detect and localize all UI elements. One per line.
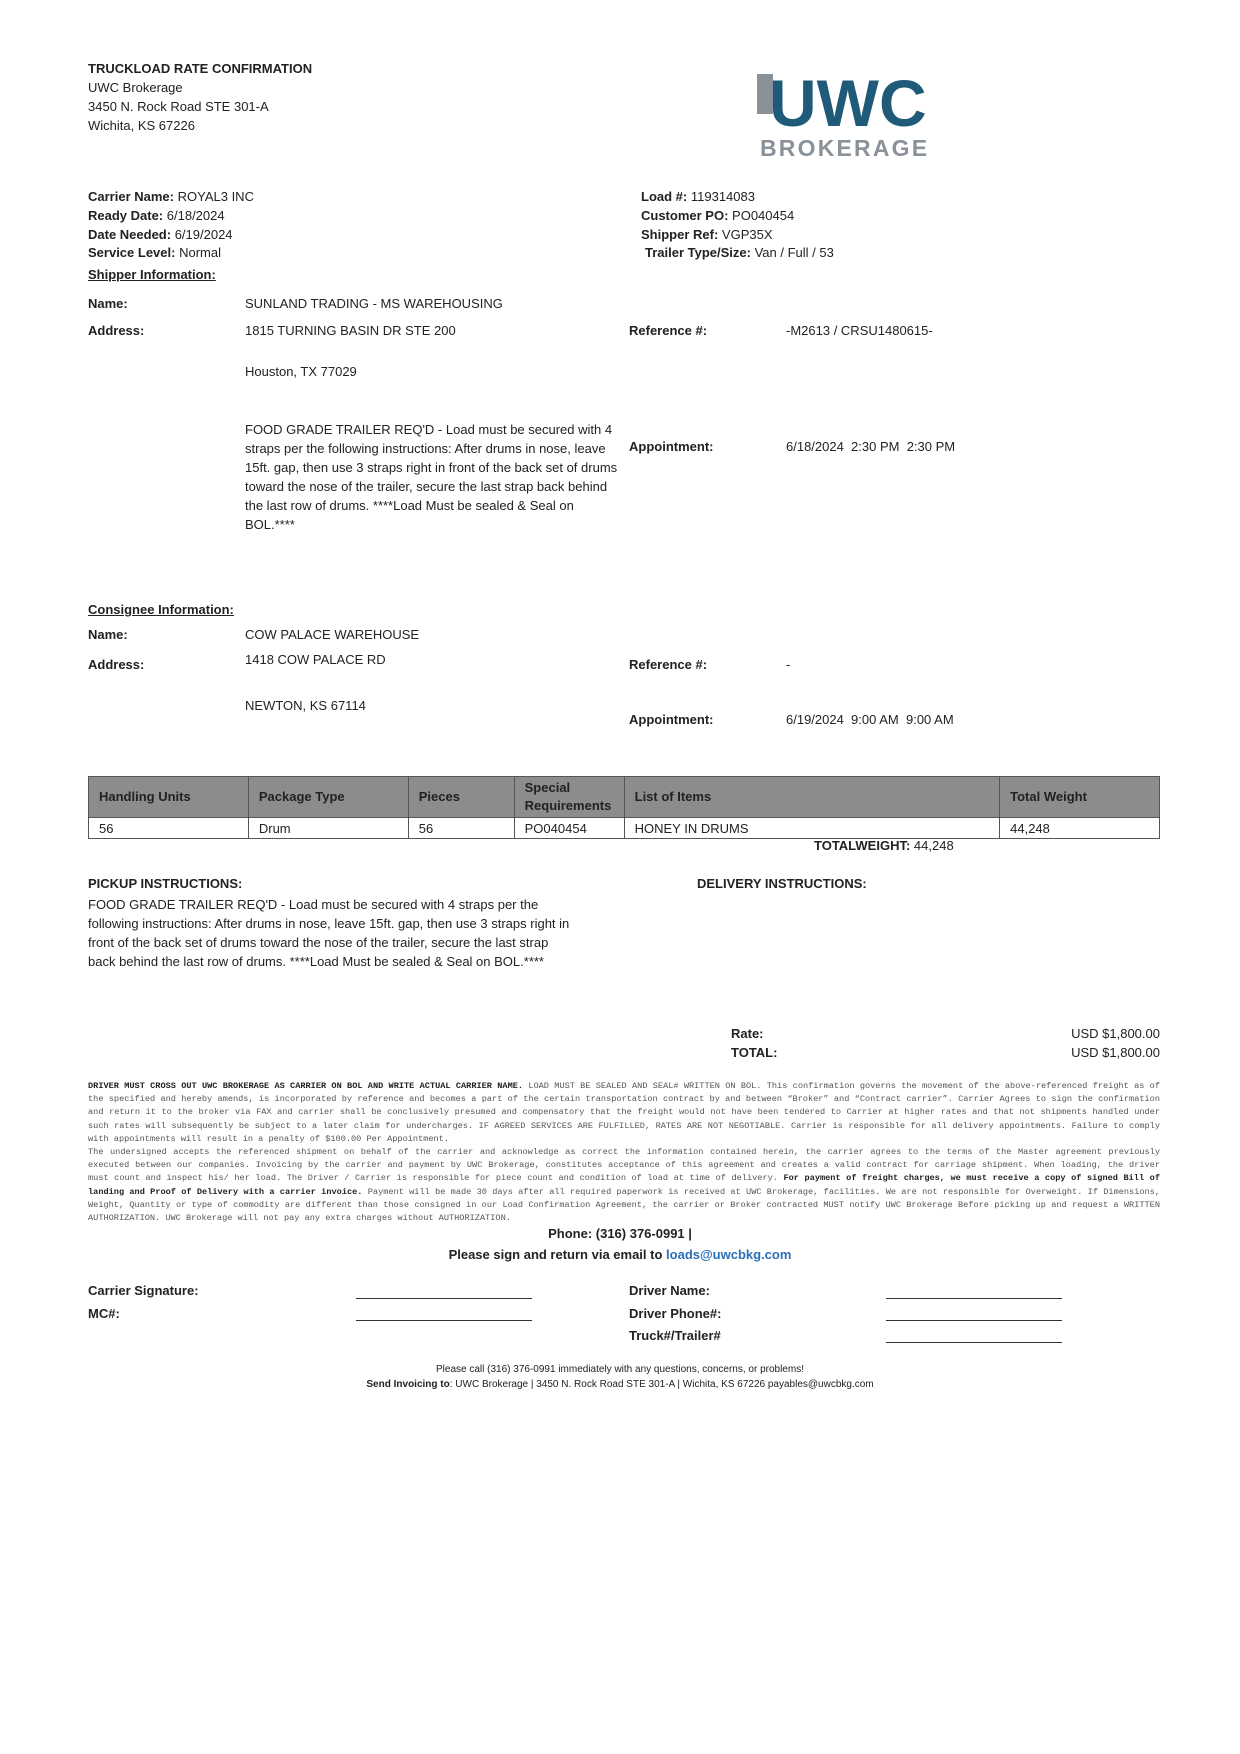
consignee-section-title: Consignee Information: <box>88 602 234 617</box>
total-value: USD $1,800.00 <box>1071 1045 1160 1060</box>
pieces-cell: 56 <box>408 818 514 839</box>
mc-line[interactable] <box>356 1320 532 1321</box>
shipper-ref-row <box>641 227 773 242</box>
terms-bold-2: For payment of freight charges, we must receive a copy of signed Bill of landing and Proof of Delivery with a carrier invoice. <box>88 1173 1160 1197</box>
uwc-logo-graphic <box>755 70 945 160</box>
terms-paragraph-1 <box>88 1080 1160 1146</box>
consignee-appointment: 6/19/2024 9:00 AM 9:00 AM <box>786 712 954 727</box>
shipper-reference-label: Reference #: <box>629 323 708 338</box>
doc-title: TRUCKLOAD RATE CONFIRMATION <box>88 61 313 76</box>
carrier-signature-line[interactable] <box>356 1298 532 1299</box>
table-header: Special Requirements <box>514 777 624 818</box>
consignee-appointment-label: Appointment: <box>629 712 714 727</box>
shipper-ref-value: VGP35X <box>721 227 773 242</box>
service-level-label: Service Level: <box>88 245 176 260</box>
company-address-2: Wichita, KS 67226 <box>88 118 195 133</box>
carrier-name-value: ROYAL3 INC <box>177 189 254 204</box>
driver-name-label: Driver Name: <box>629 1283 710 1298</box>
special-requirements-cell: PO040454 <box>514 818 624 839</box>
shipper-reference: -M2613 / CRSU1480615- <box>786 323 933 338</box>
consignee-name: COW PALACE WAREHOUSE <box>245 627 420 642</box>
date-needed-value: 6/19/2024 <box>174 227 233 242</box>
handling-units-cell: 56 <box>89 818 249 839</box>
footer-invoicing-text: : UWC Brokerage | 3450 N. Rock Road STE 301-A | Wichita, KS 67226 payables@uwcbkg.com <box>449 1379 874 1390</box>
pickup-instructions-title: PICKUP INSTRUCTIONS: <box>88 876 243 891</box>
table-header: List of Items <box>624 777 1000 818</box>
consignee-reference-label: Reference #: <box>629 657 708 672</box>
terms-text <box>88 1080 1160 1225</box>
carrier-name-label: Carrier Name: <box>88 189 174 204</box>
table-header: Package Type <box>248 777 408 818</box>
shipper-notes <box>245 420 625 534</box>
rate-label: Rate: <box>731 1026 764 1041</box>
terms-text-3: Payment will be made 30 days after all required paperwork is received at UWC Brokerage, facilities. We are not responsible for Overweight. If Dimensions, Weight, Quantity or type of commodity are different than those consigned in our Load Confirmation Agreement, the carrier or Broker contracted MUST notify UWC Brokerage Before picking up and request a WRITTEN AUTHORIZATION. UWC Brokerage will not pay any extra charges without AUTHORIZATION. <box>88 1186 1160 1224</box>
items-table <box>88 776 1160 839</box>
total-weight-label: TOTALWEIGHT: <box>814 838 911 853</box>
email-link[interactable]: loads@uwcbkg.com <box>666 1247 792 1262</box>
carrier-signature-label: Carrier Signature: <box>88 1283 199 1298</box>
shipper-note-line: BOL.**** <box>245 517 295 532</box>
rate-value: USD $1,800.00 <box>1071 1026 1160 1041</box>
trailer-value: Van / Full / 53 <box>754 245 834 260</box>
table-header: Total Weight <box>1000 777 1160 818</box>
trailer-row <box>645 245 834 260</box>
pickup-instructions <box>88 895 588 971</box>
shipper-note-line: the last row of drums. ****Load Must be sealed & Seal on <box>245 498 574 513</box>
customer-po-row <box>641 208 794 223</box>
service-level-row <box>88 245 221 260</box>
table-header: Pieces <box>408 777 514 818</box>
sign-return-line <box>0 1247 1240 1262</box>
shipper-note-line: 15ft. gap, then use 3 straps right in front of the back set of drums <box>245 460 618 475</box>
ready-date-row <box>88 208 225 223</box>
terms-text-2: The undersigned accepts the referenced shipment on behalf of the carrier and acknowledge as correct the information contained herein, the carrier agrees to the terms of the Master agreement previously executed between our companies. Invoicing by the carrier and payment by UWC Brokerage, constitutes acceptance of this agreement and creates a valid contract for carriage shipment. When loading, the driver must count and inspect his/ her load. The Driver / Carrier is responsible for piece count and condition of load at time of delivery. <box>88 1147 1160 1184</box>
terms-bold-1: DRIVER MUST CROSS OUT UWC BROKERAGE AS CARRIER ON BOL AND WRITE ACTUAL CARRIER NAME. <box>88 1081 524 1091</box>
table-header: Handling Units <box>89 777 249 818</box>
load-number-label: Load #: <box>641 189 688 204</box>
footer-call-line: Please call (316) 376-0991 immediately with any questions, concerns, or problems! <box>436 1364 804 1375</box>
shipper-note-line: FOOD GRADE TRAILER REQ'D - Load must be secured with 4 <box>245 422 613 437</box>
pickup-line: front of the back set of drums toward the nose of the trailer, secure the last strap <box>88 935 549 950</box>
terms-text-1: LOAD MUST BE SEALED AND SEAL# WRITTEN ON BOL. This confirmation governs the movement of the above-referenced freight as of the specified and hereby amends, is incorporated by reference and becomes a part of the certain transportation contract by and between “Broker” and “Contract carrier”. Carrier Agrees to sign the confirmation and return it to the broker via FAX and carrier shall be conclusively presumed and compensatory that the freight would not have been tendered to Carrier at higher rates and that not shipments handled under such rates will subsequently be subject to a later claim for undercharges. IF AGREED SERVICES ARE FULFILLED, RATES ARE NOT NEGOTIABLE. Carrier is responsible for all delivery appointments. Failure to comply with appointments will result in a penalty of $100.00 Per Appointment. <box>88 1081 1160 1144</box>
delivery-instructions-title: DELIVERY INSTRUCTIONS: <box>697 876 867 891</box>
pickup-line: back behind the last row of drums. ****Load Must be sealed & Seal on BOL.**** <box>88 954 544 969</box>
mc-label: MC#: <box>88 1306 120 1321</box>
company-name: UWC Brokerage <box>88 80 183 95</box>
total-weight-cell: 44,248 <box>1000 818 1160 839</box>
shipper-address-1: 1815 TURNING BASIN DR STE 200 <box>245 323 456 338</box>
date-needed-row <box>88 227 233 242</box>
total-weight-row <box>814 838 954 853</box>
trailer-label: Trailer Type/Size: <box>645 245 751 260</box>
footer-invoicing-label: Send Invoicing to <box>366 1379 450 1390</box>
pickup-line: FOOD GRADE TRAILER REQ'D - Load must be secured with 4 straps per the <box>88 897 539 912</box>
logo-main-text: UWC <box>769 70 927 140</box>
driver-phone-label: Driver Phone#: <box>629 1306 722 1321</box>
shipper-appointment: 6/18/2024 2:30 PM 2:30 PM <box>786 439 956 454</box>
driver-phone-line[interactable] <box>886 1320 1062 1321</box>
driver-name-line[interactable] <box>886 1298 1062 1299</box>
table-header-row <box>89 777 1160 818</box>
consignee-address-1: 1418 COW PALACE RD <box>245 652 386 667</box>
table-row <box>89 818 1160 839</box>
shipper-note-line: toward the nose of the trailer, secure the last strap back behind <box>245 479 608 494</box>
consignee-name-label: Name: <box>88 627 128 642</box>
footer-invoicing-line <box>0 1379 1240 1390</box>
shipper-address-2: Houston, TX 77029 <box>245 364 357 379</box>
consignee-address-label: Address: <box>88 657 145 672</box>
company-address-1: 3450 N. Rock Road STE 301-A <box>88 99 269 114</box>
ready-date-label: Ready Date: <box>88 208 164 223</box>
date-needed-label: Date Needed: <box>88 227 172 242</box>
shipper-name: SUNLAND TRADING - MS WAREHOUSING <box>245 296 503 311</box>
shipper-section-title: Shipper Information: <box>88 267 216 282</box>
list-of-items-cell: HONEY IN DRUMS <box>624 818 1000 839</box>
contact-phone: Phone: (316) 376-0991 | <box>548 1226 692 1241</box>
shipper-address-label: Address: <box>88 323 145 338</box>
consignee-reference: - <box>786 657 791 672</box>
shipper-note-line: straps per the following instructions: After drums in nose, leave <box>245 441 606 456</box>
load-number-value: 119314083 <box>690 189 755 204</box>
truck-trailer-label: Truck#/Trailer# <box>629 1328 721 1343</box>
customer-po-value: PO040454 <box>732 208 795 223</box>
logo-sub-text: BROKERAGE <box>760 135 930 160</box>
sign-return-text: Please sign and return via email to <box>448 1247 663 1262</box>
total-weight-value: 44,248 <box>913 838 954 853</box>
ready-date-value: 6/18/2024 <box>166 208 225 223</box>
service-level-value: Normal <box>179 245 221 260</box>
terms-paragraph-2 <box>88 1146 1160 1225</box>
carrier-name-row <box>88 189 254 204</box>
customer-po-label: Customer PO: <box>641 208 729 223</box>
total-label: TOTAL: <box>731 1045 778 1060</box>
pickup-line: following instructions: After drums in nose, leave 15ft. gap, then use 3 straps right in <box>88 916 570 931</box>
shipper-name-label: Name: <box>88 296 128 311</box>
shipper-appointment-label: Appointment: <box>629 439 714 454</box>
consignee-address-2: NEWTON, KS 67114 <box>245 698 366 713</box>
load-number-row <box>641 189 755 204</box>
truck-trailer-line[interactable] <box>886 1342 1062 1343</box>
uwc-logo <box>755 70 945 160</box>
shipper-ref-label: Shipper Ref: <box>641 227 719 242</box>
package-type-cell: Drum <box>248 818 408 839</box>
